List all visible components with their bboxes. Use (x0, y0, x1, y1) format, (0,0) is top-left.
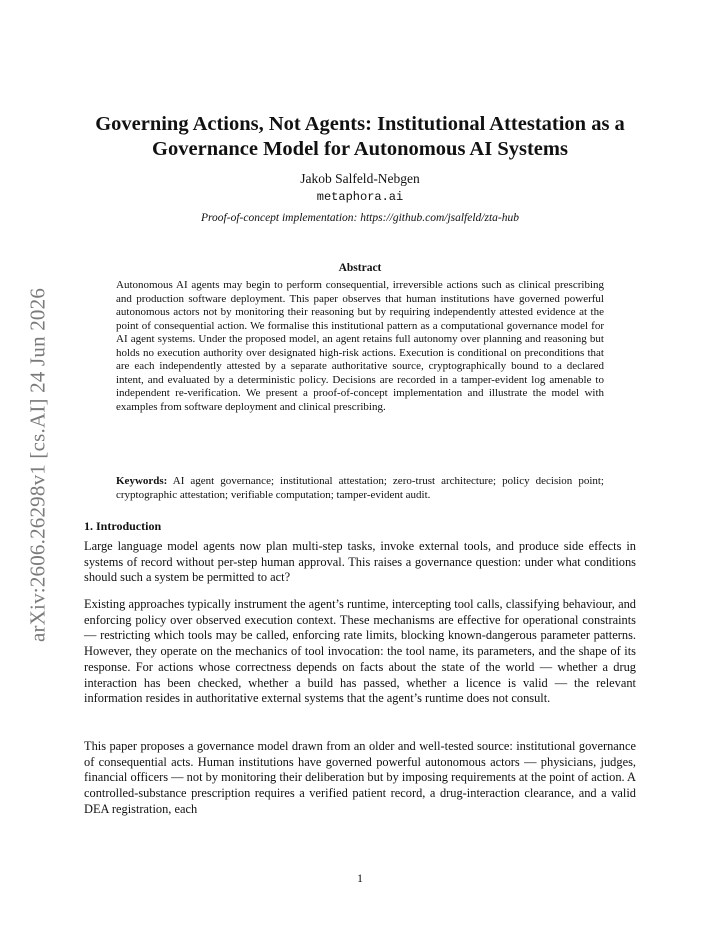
arxiv-identifier: arXiv:2606.26298v1 [cs.AI] 24 Jun 2026 (25, 287, 50, 643)
keywords (116, 475, 604, 502)
abstract-heading: Abstract (338, 262, 382, 274)
proof-of-concept-note: Proof-of-concept implementation: https://github.com/jsalfeld/zta-hub (200, 212, 519, 224)
abstract-text: Autonomous AI agents may begin to perform consequential, irreversible actions such as clinical prescribing and production software deployment. This paper observes that human institutions have governed powerful autonomous actors not by monitoring their reasoning but by requiring independently attested evidence at the point of consequential action. We formalise this institutional pattern as a computational governance model for AI agent systems. Under the proposed model, an agent retains full autonomy over planning and reasoning but holds no execution authority over designated high-risk actions. Execution is conditional on preconditions that are each independently attested by a separate authoritative source, cryptographically bound to a declared intent, and evaluated by a deterministic policy. Decisions are recorded in a tamper-evident log amenable to independent re-verification. We present a proof-of-concept implementation and illustrate the model with examples from software deployment and clinical prescribing. (116, 279, 604, 413)
intro-paragraph-2: Existing approaches typically instrument the agent’s runtime, intercepting tool calls, classifying behaviour, and enforcing policy over observed execution context. These mechanisms are effective for operational constraints — restricting which tools may be called, enforcing rate limits, blocking known-dangerous parameter patterns. However, they operate on the mechanics of tool invocation: the tool name, its parameters, and the shape of its response. For actions whose correctness depends on facts about the state of the world — whether a drug interaction has been checked, whether a build has passed, whether a licence is valid — the relevant information resides in authoritative external systems that the agent’s runtime does not consult. (84, 597, 636, 706)
intro-paragraph-1: Large language model agents now plan multi-step tasks, invoke external tools, and produce side effects in systems of record without per-step human approval. This raises a governance question: under what conditions should such a system be permitted to act? (84, 539, 636, 585)
paper-title: Governing Actions, Not Agents: Institutional Attestation as a Governance Model for Autonomous AI Systems (95, 113, 625, 160)
author-name: Jakob Salfeld-Nebgen (300, 171, 420, 186)
intro-paragraph-3: This paper proposes a governance model drawn from an older and well-tested source: institutional governance of consequential acts. Human institutions have governed powerful autonomous actors — physicians, judges, financial officers — not by monitoring their deliberation but by imposing requirements at the point of action. A controlled-substance prescription requires a verified patient record, a drug-interaction clearance, and a valid DEA registration, each (84, 739, 636, 816)
page-number: 1 (357, 871, 363, 885)
keywords-text: AI agent governance; institutional attestation; zero-trust architecture; policy decision point; cryptographic attestation; verifiable computation; tamper-evident audit. (116, 475, 604, 501)
section-heading: 1. Introduction (84, 519, 162, 533)
author-affiliation: metaphora.ai (316, 190, 404, 204)
keywords-label: Keywords: (116, 475, 168, 487)
